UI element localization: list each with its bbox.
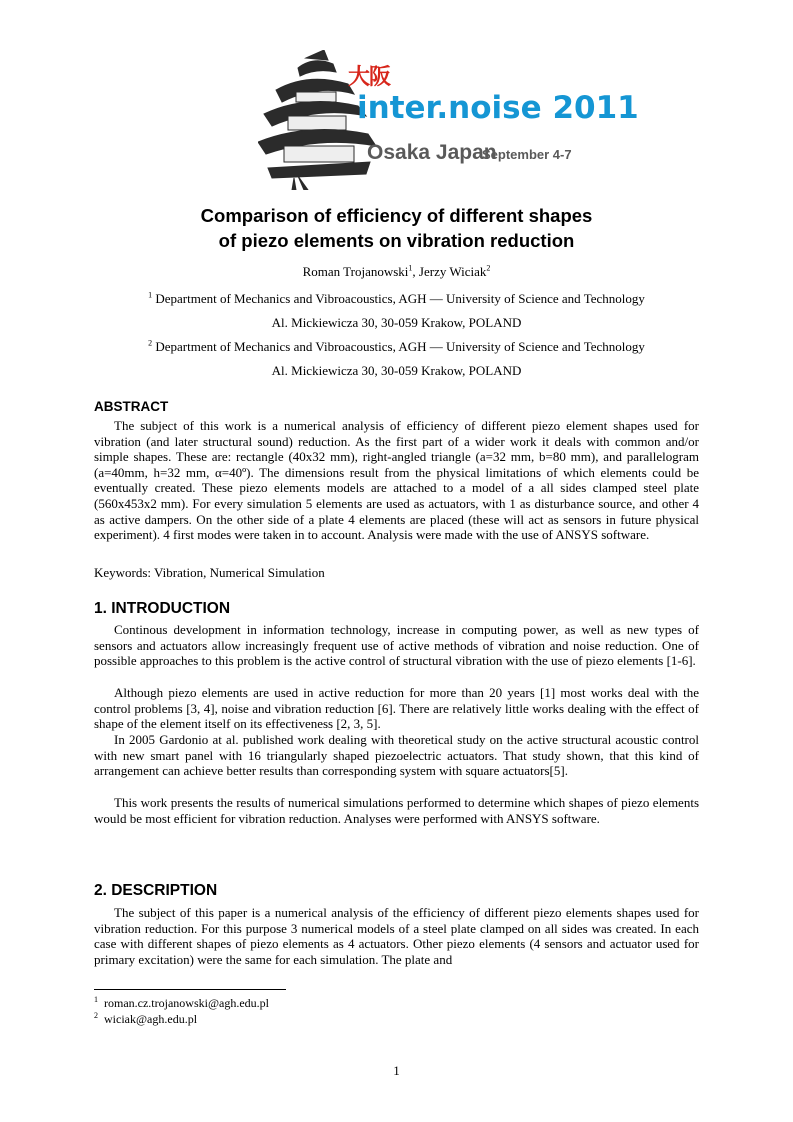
intro-paragraph-2: Although piezo elements are used in active reduction for more than 20 years [1] most works deal with the control problems [3, 4], noise and vibration reduction [6]. There are relatively little works dealing with the effect of shape of the element itself on its effectiveness [2, 3, 5]. (94, 685, 699, 732)
authors (60, 264, 733, 280)
intro-paragraph-4: This work presents the results of numerical simulations performed to determine which shapes of piezo elements would be most efficient for vibration reduction. Analyses were performed with ANSYS software. (94, 795, 699, 826)
affiliation-2-dept: Department of Mechanics and Vibroacoustics, AGH — University of Science and Technology (155, 339, 645, 354)
author-separator: , (412, 264, 419, 279)
title-line-1: Comparison of efficiency of different shapes (200, 205, 593, 226)
author-2-mark: 2 (486, 263, 491, 273)
affiliation-2 (60, 339, 733, 355)
logo-conference-name: inter.noise 2011 (357, 90, 639, 126)
page-number: 1 (393, 1063, 400, 1078)
author-1-mark: 1 (408, 263, 413, 273)
description-heading: 2. DESCRIPTION (94, 882, 218, 899)
footnote-1-mark: 1 (94, 995, 98, 1004)
author-2: Jerzy Wiciak (418, 264, 487, 279)
footnote-divider (94, 989, 286, 990)
footnote-2 (94, 1012, 197, 1027)
intro-paragraph-1: Continous development in information technology, increase in computing power, as well as new types of sensors and actuators allow increasingly frequent use of active methods of vibration and noise reduction. One of possible approaches to this problem is the active control of structural vibration with the use of piezo elements [1-6]. (94, 622, 699, 669)
footnote-1 (94, 996, 269, 1011)
affiliation-2-address: Al. Mickiewicza 30, 30-059 Krakow, POLAND (271, 363, 522, 378)
abstract-heading: ABSTRACT (94, 399, 169, 414)
author-1: Roman Trojanowski (302, 264, 409, 279)
logo-dates: September 4-7 (482, 147, 572, 162)
logo-kanji: 大阪 (348, 65, 391, 90)
introduction-heading: 1. INTRODUCTION (94, 600, 231, 617)
title-line-2: of piezo elements on vibration reduction (218, 230, 575, 251)
affiliation-1-mark: 1 (148, 290, 153, 300)
affiliation-2-mark: 2 (148, 338, 153, 348)
footnote-1-email: roman.cz.trojanowski@agh.edu.pl (104, 996, 270, 1010)
affiliation-1 (60, 291, 733, 307)
affiliation-1-address: Al. Mickiewicza 30, 30-059 Krakow, POLAND (271, 315, 522, 330)
paper-title (100, 203, 693, 253)
keywords: Keywords: Vibration, Numerical Simulation (94, 565, 325, 580)
abstract-text: The subject of this work is a numerical analysis of efficiency of different piezo element shapes used for vibration (and later structural sound) reduction. As the first part of a wider work it deals with common and/or simple shapes. These are: rectangle (40x32 mm), right-angled triangle (a=32 mm, b=80 mm), and parallelogram (a=40mm, h=32 mm, α=40º). The dimensions result from the physical limitations of which elements could be eventually created. These piezo elements models are attached to a model of a all sides clamped steel plate (560x453x2 mm). For every simulation 5 elements are used as actuators, with 1 as disturbance source, and other 4 as active dampers. On the other side of a plate 4 elements are placed (these will act as sensors in future physical experiment). 4 first modes were taken in to account. Analysis were made with the use of ANSYS software. (94, 418, 699, 543)
logo-location: Osaka Japan (367, 141, 497, 164)
footnote-2-email: wiciak@agh.edu.pl (104, 1012, 198, 1026)
affiliation-1-dept: Department of Mechanics and Vibroacoustics, AGH — University of Science and Technology (155, 291, 645, 306)
intro-paragraph-3: In 2005 Gardonio at al. published work dealing with theoretical study on the active structural acoustic control with new smart panel with 16 triangularly shaped piezoelectric actuators. That study shown, that this kind of arrangement can achieve better results than corresponding system with square actuators[5]. (94, 732, 699, 779)
description-paragraph-1: The subject of this paper is a numerical analysis of the efficiency of different piezo elements shapes used for vibration reduction. For this purpose 3 numerical models of a steel plate clamped on all sides was created. In each case with different shapes of piezo elements as 4 actuators. Other piezo elements (4 sensors and actuator used for primary excitation) were the same for each simulation. The plate and (94, 905, 699, 967)
footnote-2-mark: 2 (94, 1011, 98, 1020)
